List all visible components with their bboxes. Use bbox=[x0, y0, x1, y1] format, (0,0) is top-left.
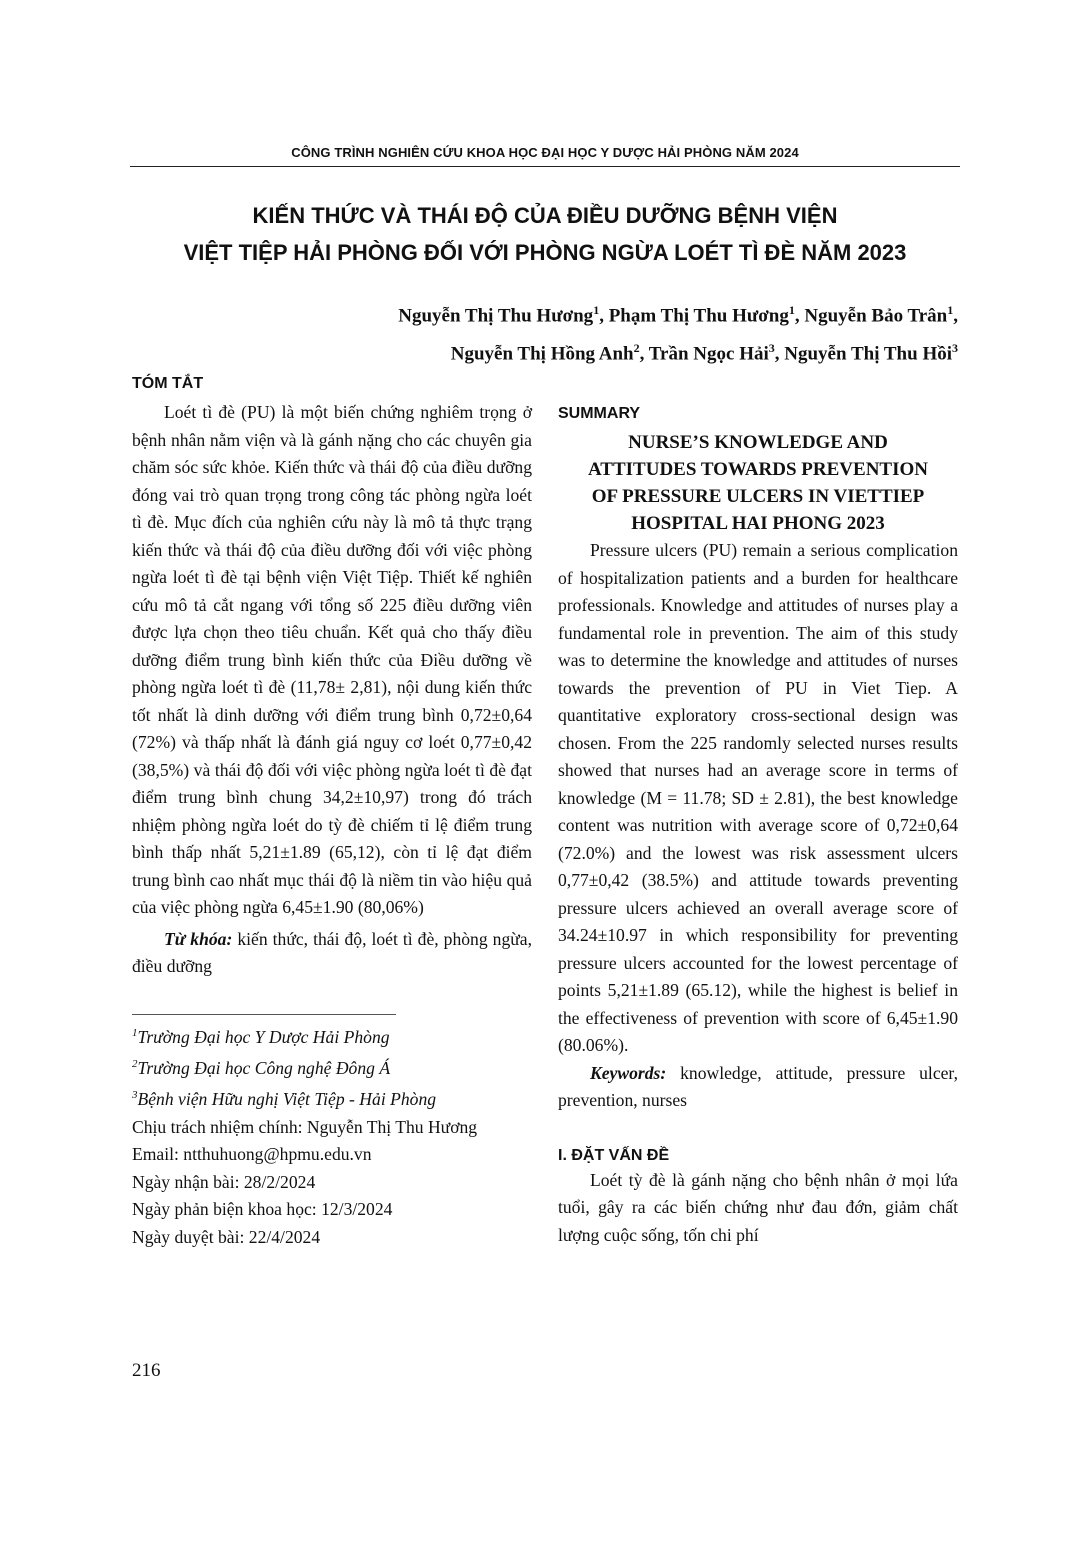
affiliation-mark: 1 bbox=[947, 303, 954, 317]
summary-heading: SUMMARY bbox=[558, 405, 641, 422]
keywords-vi bbox=[132, 926, 532, 981]
date-reviewed: Ngày phản biện khoa học: 12/3/2024 bbox=[132, 1199, 393, 1220]
abstract-heading: TÓM TẮT bbox=[132, 375, 204, 392]
section-intro-text: Loét tỳ đè là gánh nặng cho bệnh nhân ở mọi lứa tuổi, gây ra các biến chứng như đau đớn, giảm chất lượng cuộc sống, tốn chi phí bbox=[558, 1169, 958, 1245]
author: Nguyễn Thị Thu Hương bbox=[398, 305, 594, 327]
affiliation-text: Trường Đại học Y Dược Hải Phòng bbox=[137, 1026, 390, 1047]
keywords-en bbox=[558, 1060, 958, 1115]
author: Nguyễn Thị Hồng Anh bbox=[450, 343, 634, 365]
author-list bbox=[258, 294, 958, 371]
affiliation-mark: 3 bbox=[952, 341, 958, 356]
affiliation-text: Trường Đại học Công nghệ Đông Á bbox=[137, 1057, 391, 1078]
contact-email: Email: ntthuhuong@hpmu.edu.vn bbox=[132, 1144, 372, 1165]
keywords-value: knowledge, attitude, pressure ulcer, prevention, nurses bbox=[558, 1062, 958, 1110]
english-title-line: ATTITUDES TOWARDS PREVENTION bbox=[588, 459, 928, 480]
summary-text: Pressure ulcers (PU) remain a serious complication of hospitalization patients and a burden for healthcare professionals. Knowledge and attitudes of nurses play a fundamental role in prevention. The aim of this study was to determine the knowledge and attitudes of nurses towards the prevention of PU in Viet Tiep. A quantitative exploratory cross-sectional design was chosen. From the 225 randomly selected nurses results showed that nurses had an average score in terms of knowledge (M = 11.78; SD ± 2.81), the best knowledge content was nutrition with average score of 0,72±0,64 (72.0%) and the lowest was risk assessment ulcers 0,77±0,42 (38.5%) and attitude towards preventing pressure ulcers achieved an overall average score of 34.24±10.97 in which responsibility for preventing pressure ulcers accounted for the lowest percentage of points 5,21±1.89 (65.12), while the highest is belief in the effectiveness of prevention with score of 6,45±1.90 (80.06%). bbox=[558, 540, 958, 1055]
english-title-line: OF PRESSURE ULCERS IN VIETTIEP bbox=[591, 486, 925, 507]
right-column bbox=[558, 405, 958, 1249]
date-accepted: Ngày duyệt bài: 22/4/2024 bbox=[132, 1226, 321, 1247]
affiliation-number: 1 bbox=[132, 1026, 138, 1039]
article-title bbox=[130, 197, 960, 271]
author: Nguyễn Thị Thu Hồi bbox=[784, 343, 952, 365]
affiliation-2 bbox=[132, 1051, 532, 1082]
corresponding-author: Chịu trách nhiệm chính: Nguyễn Thị Thu Hương bbox=[132, 1116, 478, 1137]
english-title-line: NURSE’S KNOWLEDGE AND bbox=[628, 432, 888, 453]
date-received: Ngày nhận bài: 28/2/2024 bbox=[132, 1171, 316, 1192]
author: Phạm Thị Thu Hương bbox=[608, 305, 789, 327]
author: Nguyễn Bảo Trân bbox=[804, 305, 948, 327]
affiliation-mark: 3 bbox=[768, 341, 775, 356]
running-head: CÔNG TRÌNH NGHIÊN CỨU KHOA HỌC ĐẠI HỌC Y DƯỢC HẢI PHÒNG NĂM 2024 bbox=[291, 145, 799, 160]
affiliation-mark: 1 bbox=[788, 303, 795, 317]
abstract-text: Loét tì đè (PU) là một biến chứng nghiêm trọng ở bệnh nhân nằm viện và là gánh nặng cho các chuyên gia chăm sóc sức khỏe. Kiến thức và thái độ của điều dưỡng đóng vai trò quan trọng trong công tác phòng ngừa loét tì đè. Mục đích của nghiên cứu này là mô tả thực trạng kiến thức và thái độ của điều dưỡng đối với việc phòng ngừa loét tì đè tại bệnh viện Việt Tiệp. Thiết kế nghiên cứu mô tả cắt ngang với tổng số 225 điều dưỡng viên được lựa chọn theo tiêu chuẩn. Kết quả cho thấy điều dưỡng điểm trung bình kiến thức của Điều dưỡng về phòng ngừa loét tì đè (11,78± 2,81), nội dung kiến thức tốt nhất là dinh dưỡng với điểm trung bình 0,72±0,64 (72%) và thấp nhất là đánh giá nguy cơ loét 0,77±0,42 (38,5%) và thái độ đối với việc phòng ngừa loét tì đè đạt điểm trung bình chung 34,2±10,97) trong đó trách nhiệm phòng ngừa loét do tỳ đè chiếm tỉ lệ điểm trung bình thấp nhất 5,21±1.89 (65,12), còn tỉ lệ đạt điểm trung bình cao nhất mục thái độ là niềm tin vào hiệu quả của việc phòng ngừa 6,45±1.90 (80,06%) bbox=[132, 402, 532, 917]
affiliation-mark: 2 bbox=[633, 341, 640, 356]
author-line-2: Nguyễn Thị Hồng Anh$^2$, Trần Ngọc Hải$^3$, Nguyễn Thị Thu Hồi$^3$ bbox=[450, 341, 958, 365]
author: Trần Ngọc Hải bbox=[648, 343, 769, 365]
page-number: 216 bbox=[132, 1360, 161, 1381]
author-line-1: Nguyễn Thị Thu Hương$^1$, Phạm Thị Thu Hương$^1$, Nguyễn Bảo Trân$^1$, bbox=[398, 303, 958, 327]
footnote-rule bbox=[132, 1014, 396, 1015]
left-column bbox=[132, 375, 532, 1251]
title-line-2: VIỆT TIỆP HẢI PHÒNG ĐỐI VỚI PHÒNG NGỪA LOÉT TÌ ĐÈ NĂM 2023 bbox=[183, 240, 907, 265]
section-heading-intro: I. ĐẶT VẤN ĐỀ bbox=[558, 1146, 670, 1164]
header-rule bbox=[130, 166, 960, 167]
keywords-label: Keywords: bbox=[590, 1062, 667, 1083]
english-title bbox=[558, 429, 958, 537]
english-title-line: HOSPITAL HAI PHONG 2023 bbox=[631, 513, 885, 534]
keywords-value: kiến thức, thái độ, loét tì đè, phòng ngừa, điều dưỡng bbox=[132, 928, 532, 976]
affiliation-number: 3 bbox=[132, 1089, 138, 1102]
affiliation-text: Bệnh viện Hữu nghị Việt Tiệp - Hải Phòng bbox=[137, 1089, 437, 1110]
affiliation-mark: 1 bbox=[593, 303, 600, 317]
affiliation-3 bbox=[132, 1082, 532, 1113]
title-line-1: KIẾN THỨC VÀ THÁI ĐỘ CỦA ĐIỀU DƯỠNG BỆNH VIỆN bbox=[252, 203, 838, 228]
keywords-label: Từ khóa: bbox=[164, 928, 233, 949]
affiliation-1 bbox=[132, 1020, 532, 1051]
affiliation-number: 2 bbox=[132, 1057, 138, 1070]
